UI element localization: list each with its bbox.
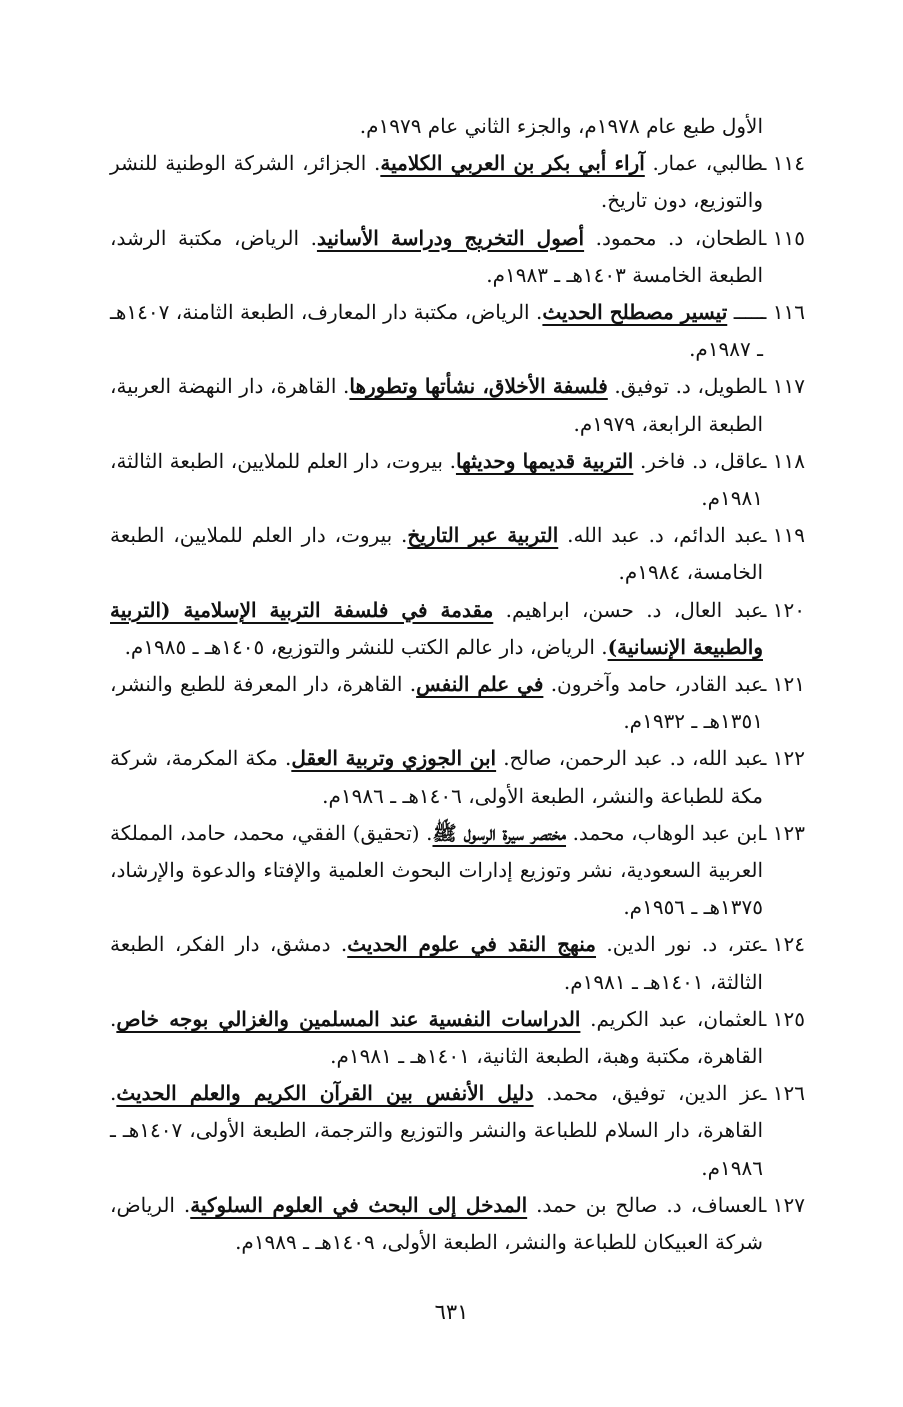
entry-number: ١١٨ ـ [761,443,805,480]
entry-publication: . دمشق، دار الفكر، الطبعة الثالثة، ١٤٠١هـ ـ ١٩٨١م. [110,932,763,994]
bibliography-entry [110,740,805,814]
entry-title: في علم النفس [416,672,544,697]
bibliography-entry [110,368,805,442]
entry-author: ابن عبد الوهاب، محمد. [572,820,764,845]
entry-author: عبد الله، د. عبد الرحمن، صالح. [503,746,764,771]
bibliography-entry [110,666,805,740]
entry-author: طالبي، عمار. [652,151,764,176]
entry-publication: . بيروت، دار العلم للملايين، الطبعة الخامسة، ١٩٨٤م. [110,523,763,585]
bibliography-entry [110,517,805,591]
entry-title: تيسير مصطلح الحديث [542,300,728,325]
entry-author: عاقل، د. فاخر. [639,448,764,473]
entry-title: آراء أبي بكر بن العربي الكلامية [380,151,645,176]
bibliography-entry [110,443,805,517]
bibliography-entry [110,145,805,219]
entry-number: ١٢٤ ـ [761,926,805,963]
entry-publication: . الرياض، مكتبة دار المعارف، الطبعة الثامنة، ١٤٠٧هـ ـ ١٩٨٧م. [110,300,763,362]
continued-entry-text: الأول طبع عام ١٩٧٨م، والجزء الثاني عام ١٩٧٩م. [359,114,763,138]
entry-title: فلسفة الأخلاق، نشأتها وتطورها [349,374,608,399]
entry-title: دليل الأنفس بين القرآن الكريم والعلم الحديث [116,1081,534,1106]
entry-number: ١١٦ ـ [761,294,805,331]
bibliography-entry [110,1187,805,1261]
page-number: ٦٣١ [434,1300,469,1324]
entry-author: عبد القادر، حامد وآخرون. [550,672,763,697]
entry-author: عز الدين، توفيق، محمد. [546,1081,764,1106]
bibliography-entry [110,815,805,927]
entry-publication: . الرياض، مكتبة الرشد، الطبعة الخامسة ١٤٠٣هـ ـ ١٩٨٣م. [110,225,763,287]
bibliography-entry [110,1075,805,1187]
bibliography-list [110,108,805,1261]
entry-publication: . الرياض، شركة العبيكان للطباعة والنشر، الطبعة الأولى، ١٤٠٩هـ ـ ١٩٨٩م. [110,1192,763,1255]
entry-number: ١١٩ ـ [761,517,805,554]
entry-author: العثمان، عبد الكريم. [590,1006,764,1031]
entry-number: ١٢٣ ـ [761,815,805,852]
bibliography-entry [110,220,805,294]
entry-author: ـــــ [733,300,763,325]
entry-title: المدخل إلى البحث في العلوم السلوكية [190,1192,528,1217]
entry-title: مختصر سيرة الرسول ﷺ [432,820,567,845]
bibliography-entry [110,592,805,666]
entry-number: ١١٥ ـ [761,220,805,257]
entry-publication: . الجزائر، الشركة الوطنية للنشر والتوزيع، دون تاريخ. [110,151,763,213]
entry-number: ١١٤ ـ [761,145,805,182]
entry-publication: . مكة المكرمة، شركة مكة للطباعة والنشر، الطبعة الأولى، ١٤٠٦هـ ـ ١٩٨٦م. [110,746,763,808]
entry-title: التربية عبر التاريخ [407,523,559,548]
entry-publication: . القاهرة، مكتبة وهبة، الطبعة الثانية، ١٤٠١هـ ـ ١٩٨١م. [110,1006,763,1069]
bibliography-entry [110,294,805,368]
entry-author: عبد الدائم، د. عبد الله. [567,523,764,548]
bibliography-entry [110,1001,805,1075]
entry-title: ابن الجوزي وتربية العقل [291,746,497,771]
entry-publication: . القاهرة، دار المعرفة للطبع والنشر، ١٣٥١هـ ـ ١٩٣٢م. [110,672,763,734]
entry-publication: . بيروت، دار العلم للملايين، الطبعة الثالثة، ١٩٨١م. [110,448,763,511]
entry-author: الطحان، د. محمود. [595,225,764,250]
entry-author: عتر، د. نور الدين. [606,932,763,957]
entry-title: التربية قديمها وحديثها [455,448,634,473]
entry-author: عبد العال، د. حسن، ابراهيم. [505,597,764,622]
entry-number: ١٢٠ ـ [761,592,805,629]
entry-title: منهج النقد في علوم الحديث [347,932,597,957]
entry-number: ١٢١ ـ [761,666,805,703]
entry-title: أصول التخريج ودراسة الأسانيد [316,225,585,250]
entry-publication: . القاهرة، دار النهضة العربية، الطبعة الرابعة، ١٩٧٩م. [110,374,763,436]
entry-number: ١٢٦ ـ [761,1075,805,1112]
bibliography-entry [110,926,805,1000]
entry-number: ١٢٧ ـ [761,1187,805,1224]
entry-number: ١٢٥ ـ [761,1001,805,1038]
entry-publication: . (تحقيق) الفقي، محمد، حامد، المملكة العربية السعودية، نشر وتوزيع إدارات البحوث العلمية والإفتاء والدعوة والإرشاد، ١٣٧٥هـ ـ ١٩٥٦م. [110,820,763,920]
entry-author: العساف، د. صالح بن حمد. [536,1192,764,1217]
entry-number: ١١٧ ـ [761,368,805,405]
entry-title: الدراسات النفسية عند المسلمين والغزالي بوجه خاص [116,1006,581,1031]
entry-title: مقدمة في فلسفة التربية الإسلامية (التربية والطبيعة الإنسانية) [110,597,763,659]
entry-publication: . الرياض، دار عالم الكتب للنشر والتوزيع، ١٤٠٥هـ ـ ١٩٨٥م. [124,634,608,659]
entry-author: الطويل، د. توفيق. [614,374,763,399]
entry-publication: . القاهرة، دار السلام للطباعة والنشر والتوزيع والترجمة، الطبعة الأولى، ١٤٠٧هـ ـ ١٩٨٦م. [110,1081,763,1180]
entry-number: ١٢٢ ـ [761,740,805,777]
